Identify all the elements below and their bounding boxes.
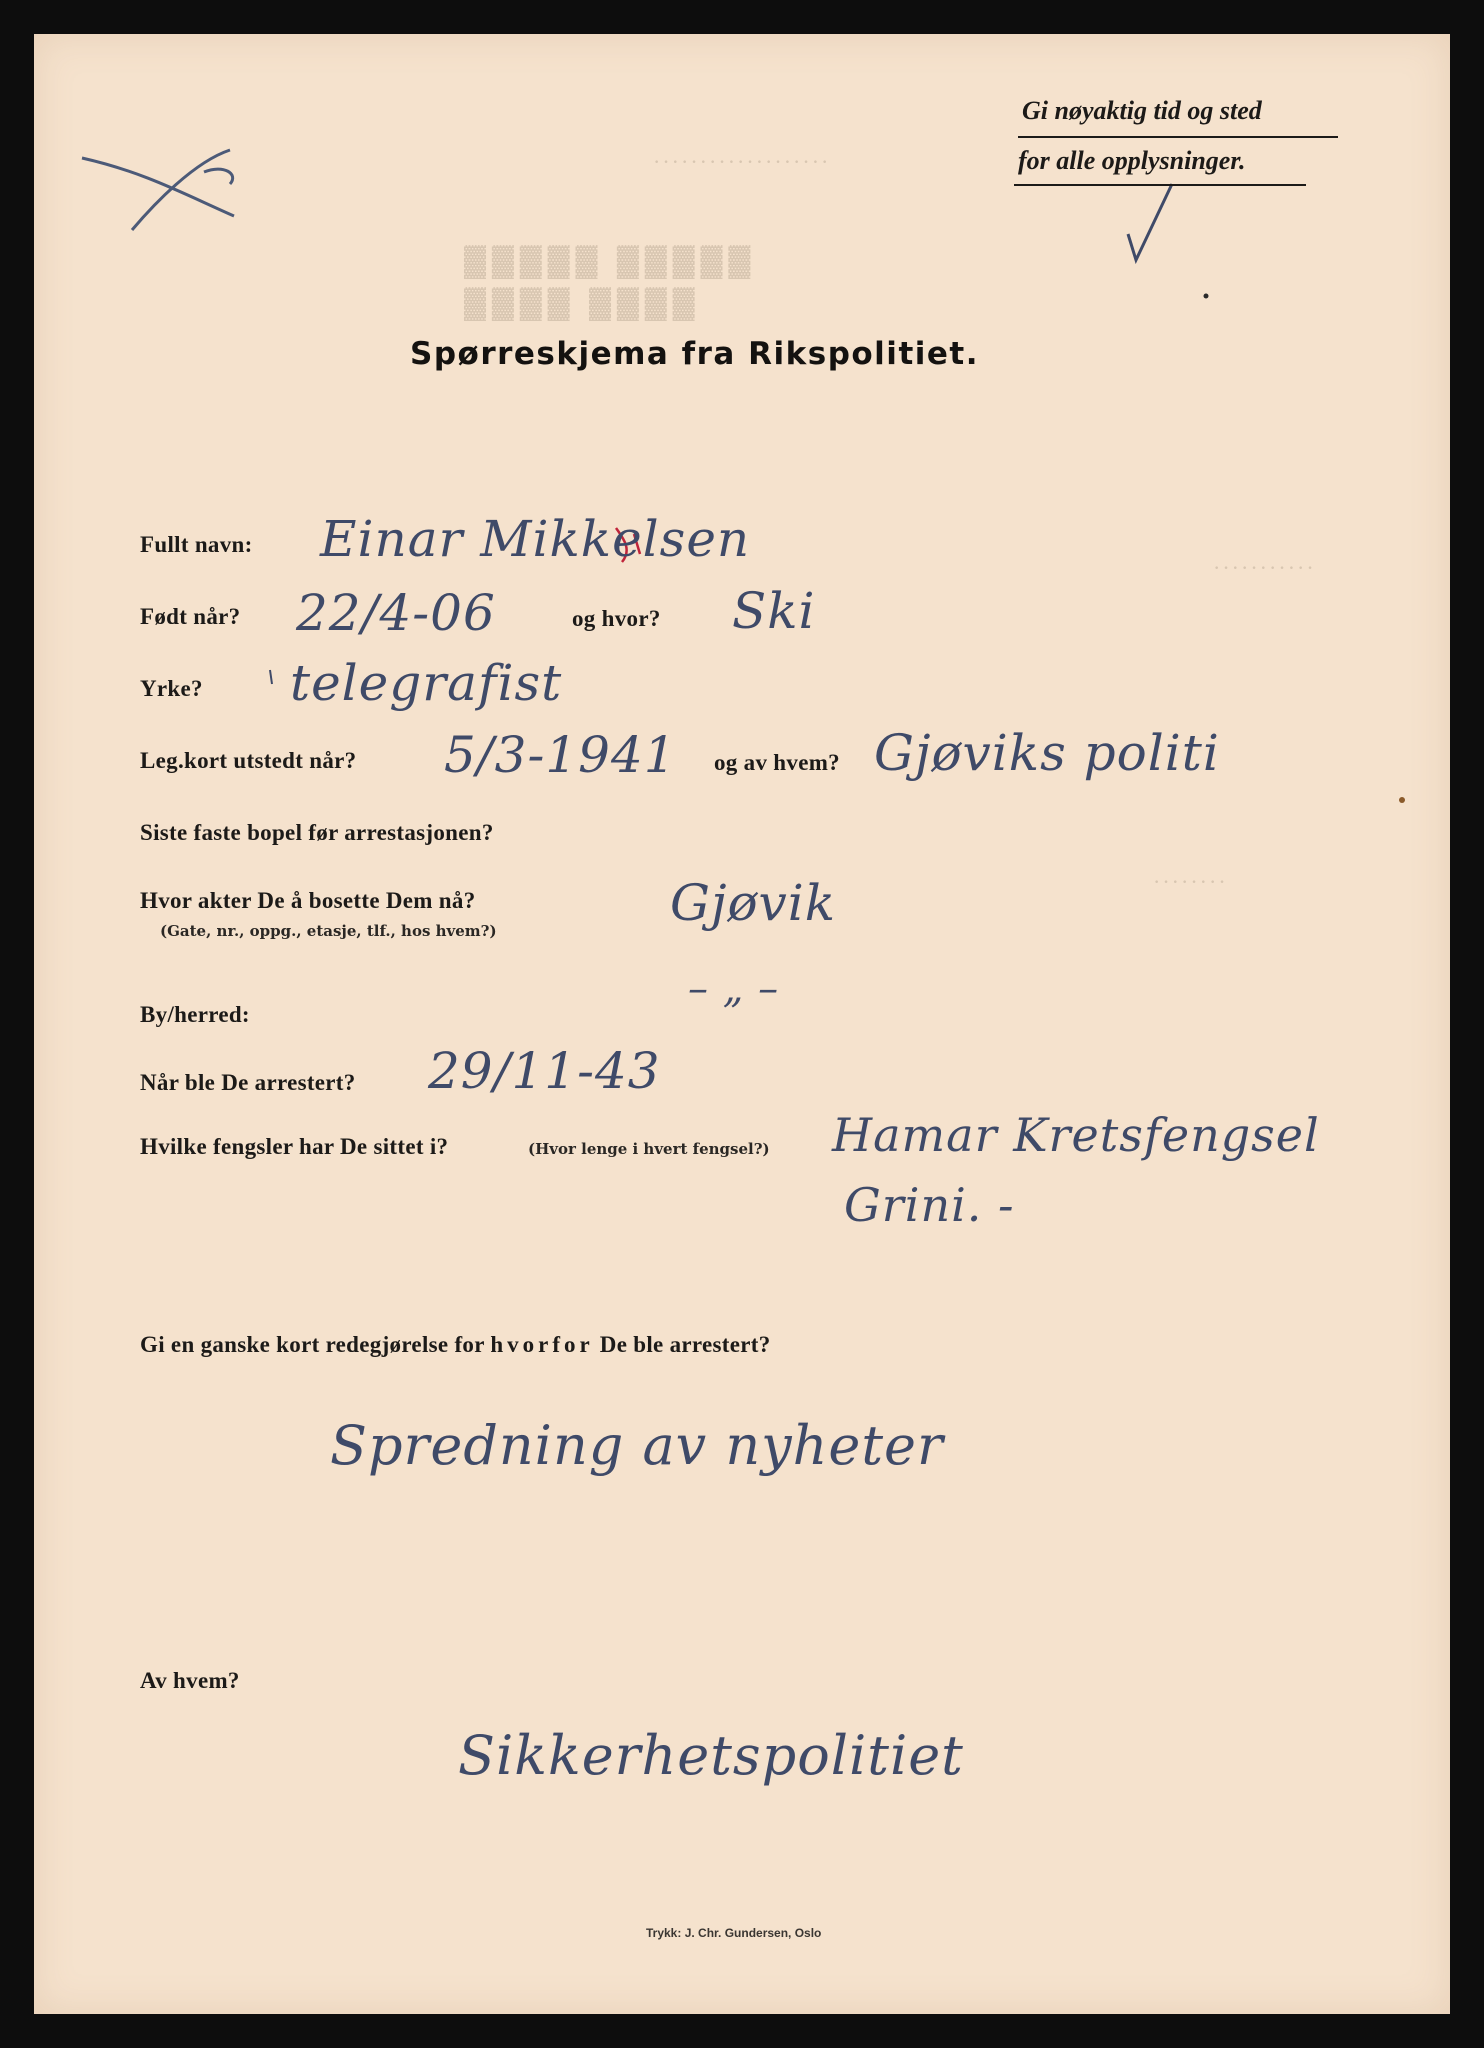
- notice-underline-2: [1014, 184, 1306, 186]
- form-title: Spørreskjema fra Rikspolitiet.: [410, 336, 980, 372]
- born-where-value: Ski: [732, 582, 816, 640]
- occupation-value: telegrafist: [290, 654, 563, 712]
- check-mark: [1128, 184, 1172, 260]
- born-when-value: 22/4-06: [296, 584, 496, 642]
- full-name-value: Einar Mikkelsen: [320, 510, 751, 568]
- full-name-label: Fullt navn:: [140, 532, 253, 557]
- reason-label-before: Gi en ganske kort redegjørelse for: [140, 1332, 485, 1357]
- occupation-label: Yrke?: [140, 676, 203, 701]
- notice-underline-1: [1018, 136, 1338, 138]
- id-card-issued-label: Leg.kort utstedt når?: [140, 748, 357, 773]
- reason-label: [140, 1332, 771, 1358]
- born-where-label: og hvor?: [572, 606, 661, 631]
- last-residence-label: Siste faste bopel før arrestasjonen?: [140, 820, 494, 845]
- prisons-value-line-1: Hamar Kretsfengsel: [832, 1108, 1320, 1162]
- by-whom-value: Sikkerhetspolitiet: [458, 1724, 964, 1787]
- settle-where-label: Hvor akter De å bosette Dem nå?: [140, 888, 476, 913]
- reason-label-after: De ble arrestert?: [599, 1332, 771, 1357]
- reason-value: Spredning av nyheter: [330, 1414, 944, 1477]
- prisons-sublabel: (Hvor lenge i hvert fengsel?): [528, 1140, 770, 1158]
- prisons-value-line-2: Grini. -: [844, 1178, 1015, 1232]
- arrested-when-value: 29/11-43: [428, 1042, 661, 1100]
- settle-where-sublabel: (Gate, nr., oppg., etasje, tlf., hos hvem?): [160, 922, 497, 940]
- notice-line-2: for alle opplysninger.: [1018, 146, 1246, 175]
- cross-mark-stroke-1: [82, 158, 234, 216]
- town-label: By/herred:: [140, 1002, 250, 1027]
- arrested-when-label: Når ble De arrestert?: [140, 1070, 356, 1095]
- id-card-issued-value: 5/3-1941: [444, 726, 677, 784]
- born-when-label: Født når?: [140, 604, 241, 629]
- prisons-label: Hvilke fengsler har De sittet i?: [140, 1134, 449, 1159]
- by-whom-label: Av hvem?: [140, 1668, 240, 1693]
- printer-footer: Trykk: J. Chr. Gundersen, Oslo: [646, 1926, 822, 1940]
- questionnaire-page: · · · · · · · · · · · · · · · · · · · ▓▓▓▓▓ ▓▓▓▓▓ ▓▓▓▓ ▓▓▓▓ · · · · · · · · · · · · · · · · · · · Gi nøyaktig tid og sted for alle opplysninger. Spørreskjema fra Rikspolitiet. Fullt navn: Einar Mikkelsen Født når? 22/4-06 og hvor? Ski Yrke? telegrafist Leg.kort utstedt når? 5/3-1941 og av hvem? Gjøviks politi Siste faste bopel før arrestasjonen? Hvor akter De å bosette Dem nå? (Gate, nr., oppg., etasje, tlf., hos hvem?) Gjøvik By/herred: – „ – Når ble De arrestert? 29/11-43 Hvilke fengsler har De sittet i? (Hvor lenge i hvert fengsel?) Hamar Kretsfengsel Grini. - Gi en ganske kort redegjørelse for hvorfor De ble arrestert? Spredning av nyheter Av hvem? Sikkerhetspolitiet Trykk: J. Chr. Gundersen, Oslo: [34, 34, 1450, 2014]
- cross-mark-stroke-2: [132, 150, 230, 230]
- reason-label-emphasis: hvorfor: [490, 1332, 594, 1357]
- town-value: – „ –: [688, 966, 780, 1012]
- notice-line-1: Gi nøyaktig tid og sted: [1022, 96, 1262, 125]
- id-card-by-value: Gjøviks politi: [874, 724, 1220, 782]
- id-card-by-label: og av hvem?: [714, 750, 840, 775]
- settle-where-value: Gjøvik: [670, 874, 837, 932]
